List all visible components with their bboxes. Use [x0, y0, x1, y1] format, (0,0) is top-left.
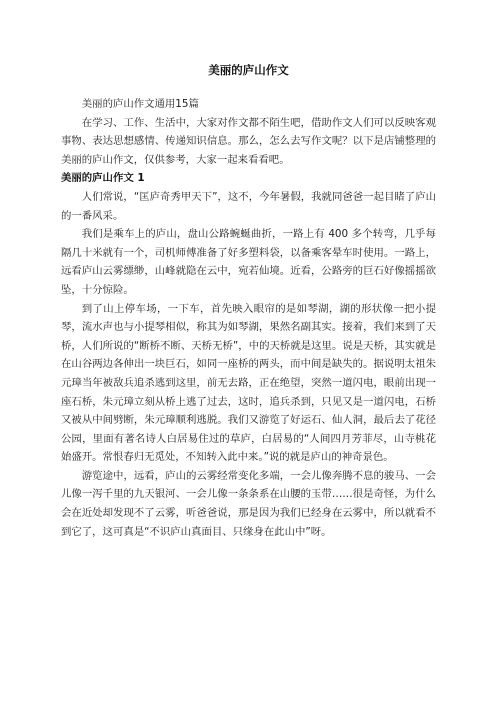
body-paragraph: 到了山上停车场，一下车，首先映入眼帘的是如琴湖，湖的形状像一把小提琴，流水声也与小提琴相似，称其为如琴湖，果然名副其实。接着，我们来到了天桥，人们所说的“断桥不断、天桥无桥”，中的天桥就是这里。说是天桥，其实就是在山谷两边各伸出一块巨石，如同一座桥的两头，而中间是缺失的。据说明太祖朱元璋当年被敌兵追杀逃到这里，前无去路，正在绝望，突然一道闪电，眼前出现一座石桥，朱元璋立刻从桥上逃了过去，这时，追兵杀到，只见又是一道闪电，石桥又被从中间劈断，朱元璋顺利逃脱。我们又游览了好运石、仙人洞，最后去了花径公园，里面有著名诗人白居易住过的草庐，白居易的“人间四月芳菲尽，山寺桃花始盛开。常恨春归无觅处，不知转入此中来。”说的就是庐山的神奇景色。	[61, 302, 436, 464]
body-paragraph: 游览途中，远看，庐山的云雾经常变化多端，一会儿像奔腾不息的骏马、一会儿像一泻千里的九天银河、一会儿像一条条系在山腰的玉带……很是奇怪，为什么会在近处却发现不了云雾，听爸爸说，那是因为我们已经身在云雾中，所以就看不到它了，这可真是“不识庐山真面目、只缘身在此山中”呀。	[61, 469, 436, 538]
body-paragraph: 人们常说，“匡庐奇秀甲天下”，这不，今年暑假，我就同爸爸一起目睹了庐山的一番风采。	[61, 190, 436, 222]
intro-paragraph: 在学习、工作、生活中，大家对作文都不陌生吧，借助作文人们可以反映客观事物、表达思想感情、传递知识信息。那么，怎么去写作文呢？以下是店铺整理的美丽的庐山作文，仅供参考，大家一起来看看吧。	[61, 116, 436, 166]
section-heading: 美丽的庐山作文 1	[61, 172, 145, 185]
subtitle-paragraph: 美丽的庐山作文通用15篇	[81, 98, 199, 110]
document-title: 美丽的庐山作文	[208, 63, 289, 77]
body-paragraph: 我们是乘车上的庐山，盘山公路蜿蜒曲折，一路上有 400 多个转弯，几乎每隔几十米就有一个，司机师傅准备了好多塑料袋，以备乘客晕车时使用。一路上，远看庐山云雾缥缈，山峰就隐在云中，宛若仙境。近看，公路旁的巨石好像摇摇欲坠，十分惊险。	[61, 228, 436, 296]
